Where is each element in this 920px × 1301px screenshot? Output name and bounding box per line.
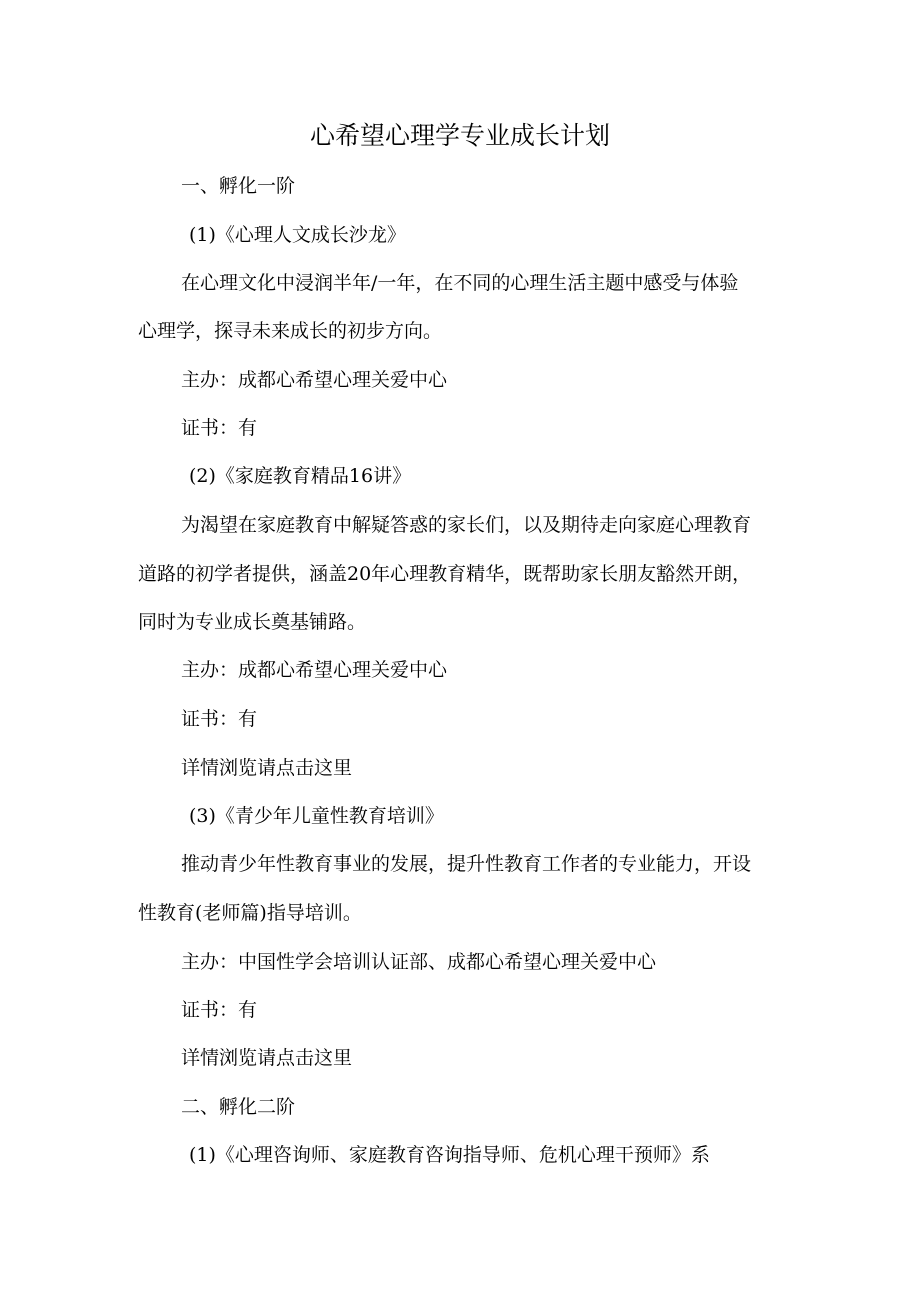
section1-item2-desc-line1: 为渴望在家庭教育中解疑答惑的家长们，以及期待走向家庭心理教育 [181,514,752,536]
section1-item3-desc-line1: 推动青少年性教育事业的发展，提升性教育工作者的专业能力，开设 [181,853,752,875]
section1-item1-desc-line1: 在心理文化中浸润半年/一年，在不同的心理生活主题中感受与体验 [181,272,739,294]
section1-item2-title: (2)《家庭教育精品16讲》 [189,465,412,487]
section1-item2-host: 主办：成都心希望心理关爱中心 [181,659,448,681]
section1-item1-desc-line2: 心理学，探寻未来成长的初步方向。 [138,320,443,342]
section1-item2-desc-line2: 道路的初学者提供，涵盖20年心理教育精华，既帮助家长朋友豁然开朗， [138,563,752,585]
section1-item3-desc-line2: 性教育(老师篇)指导培训。 [138,902,362,924]
section2-item1-title: (1)《心理咨询师、家庭教育咨询指导师、危机心理干预师》系 [189,1144,710,1166]
section1-item1-host: 主办：成都心希望心理关爱中心 [181,369,448,391]
section1-item2-cert: 证书：有 [181,708,258,730]
section2-heading: 二、孵化二阶 [181,1096,296,1118]
section1-item1-cert: 证书：有 [181,417,258,439]
section1-item3-details-link[interactable]: 详情浏览请点击这里 [181,1047,353,1069]
section1-item1-title: (1)《心理人文成长沙龙》 [189,224,406,246]
section1-item3-title: (3)《青少年儿童性教育培训》 [189,805,444,827]
section1-item2-desc-line3: 同时为专业成长奠基铺路。 [138,611,367,633]
section1-item3-host: 主办：中国性学会培训认证部、成都心希望心理关爱中心 [181,951,657,973]
section1-item2-details-link[interactable]: 详情浏览请点击这里 [181,757,353,779]
document-title: 心希望心理学专业成长计划 [309,121,610,150]
section1-item3-cert: 证书：有 [181,999,258,1021]
section1-heading: 一、孵化一阶 [181,175,296,197]
